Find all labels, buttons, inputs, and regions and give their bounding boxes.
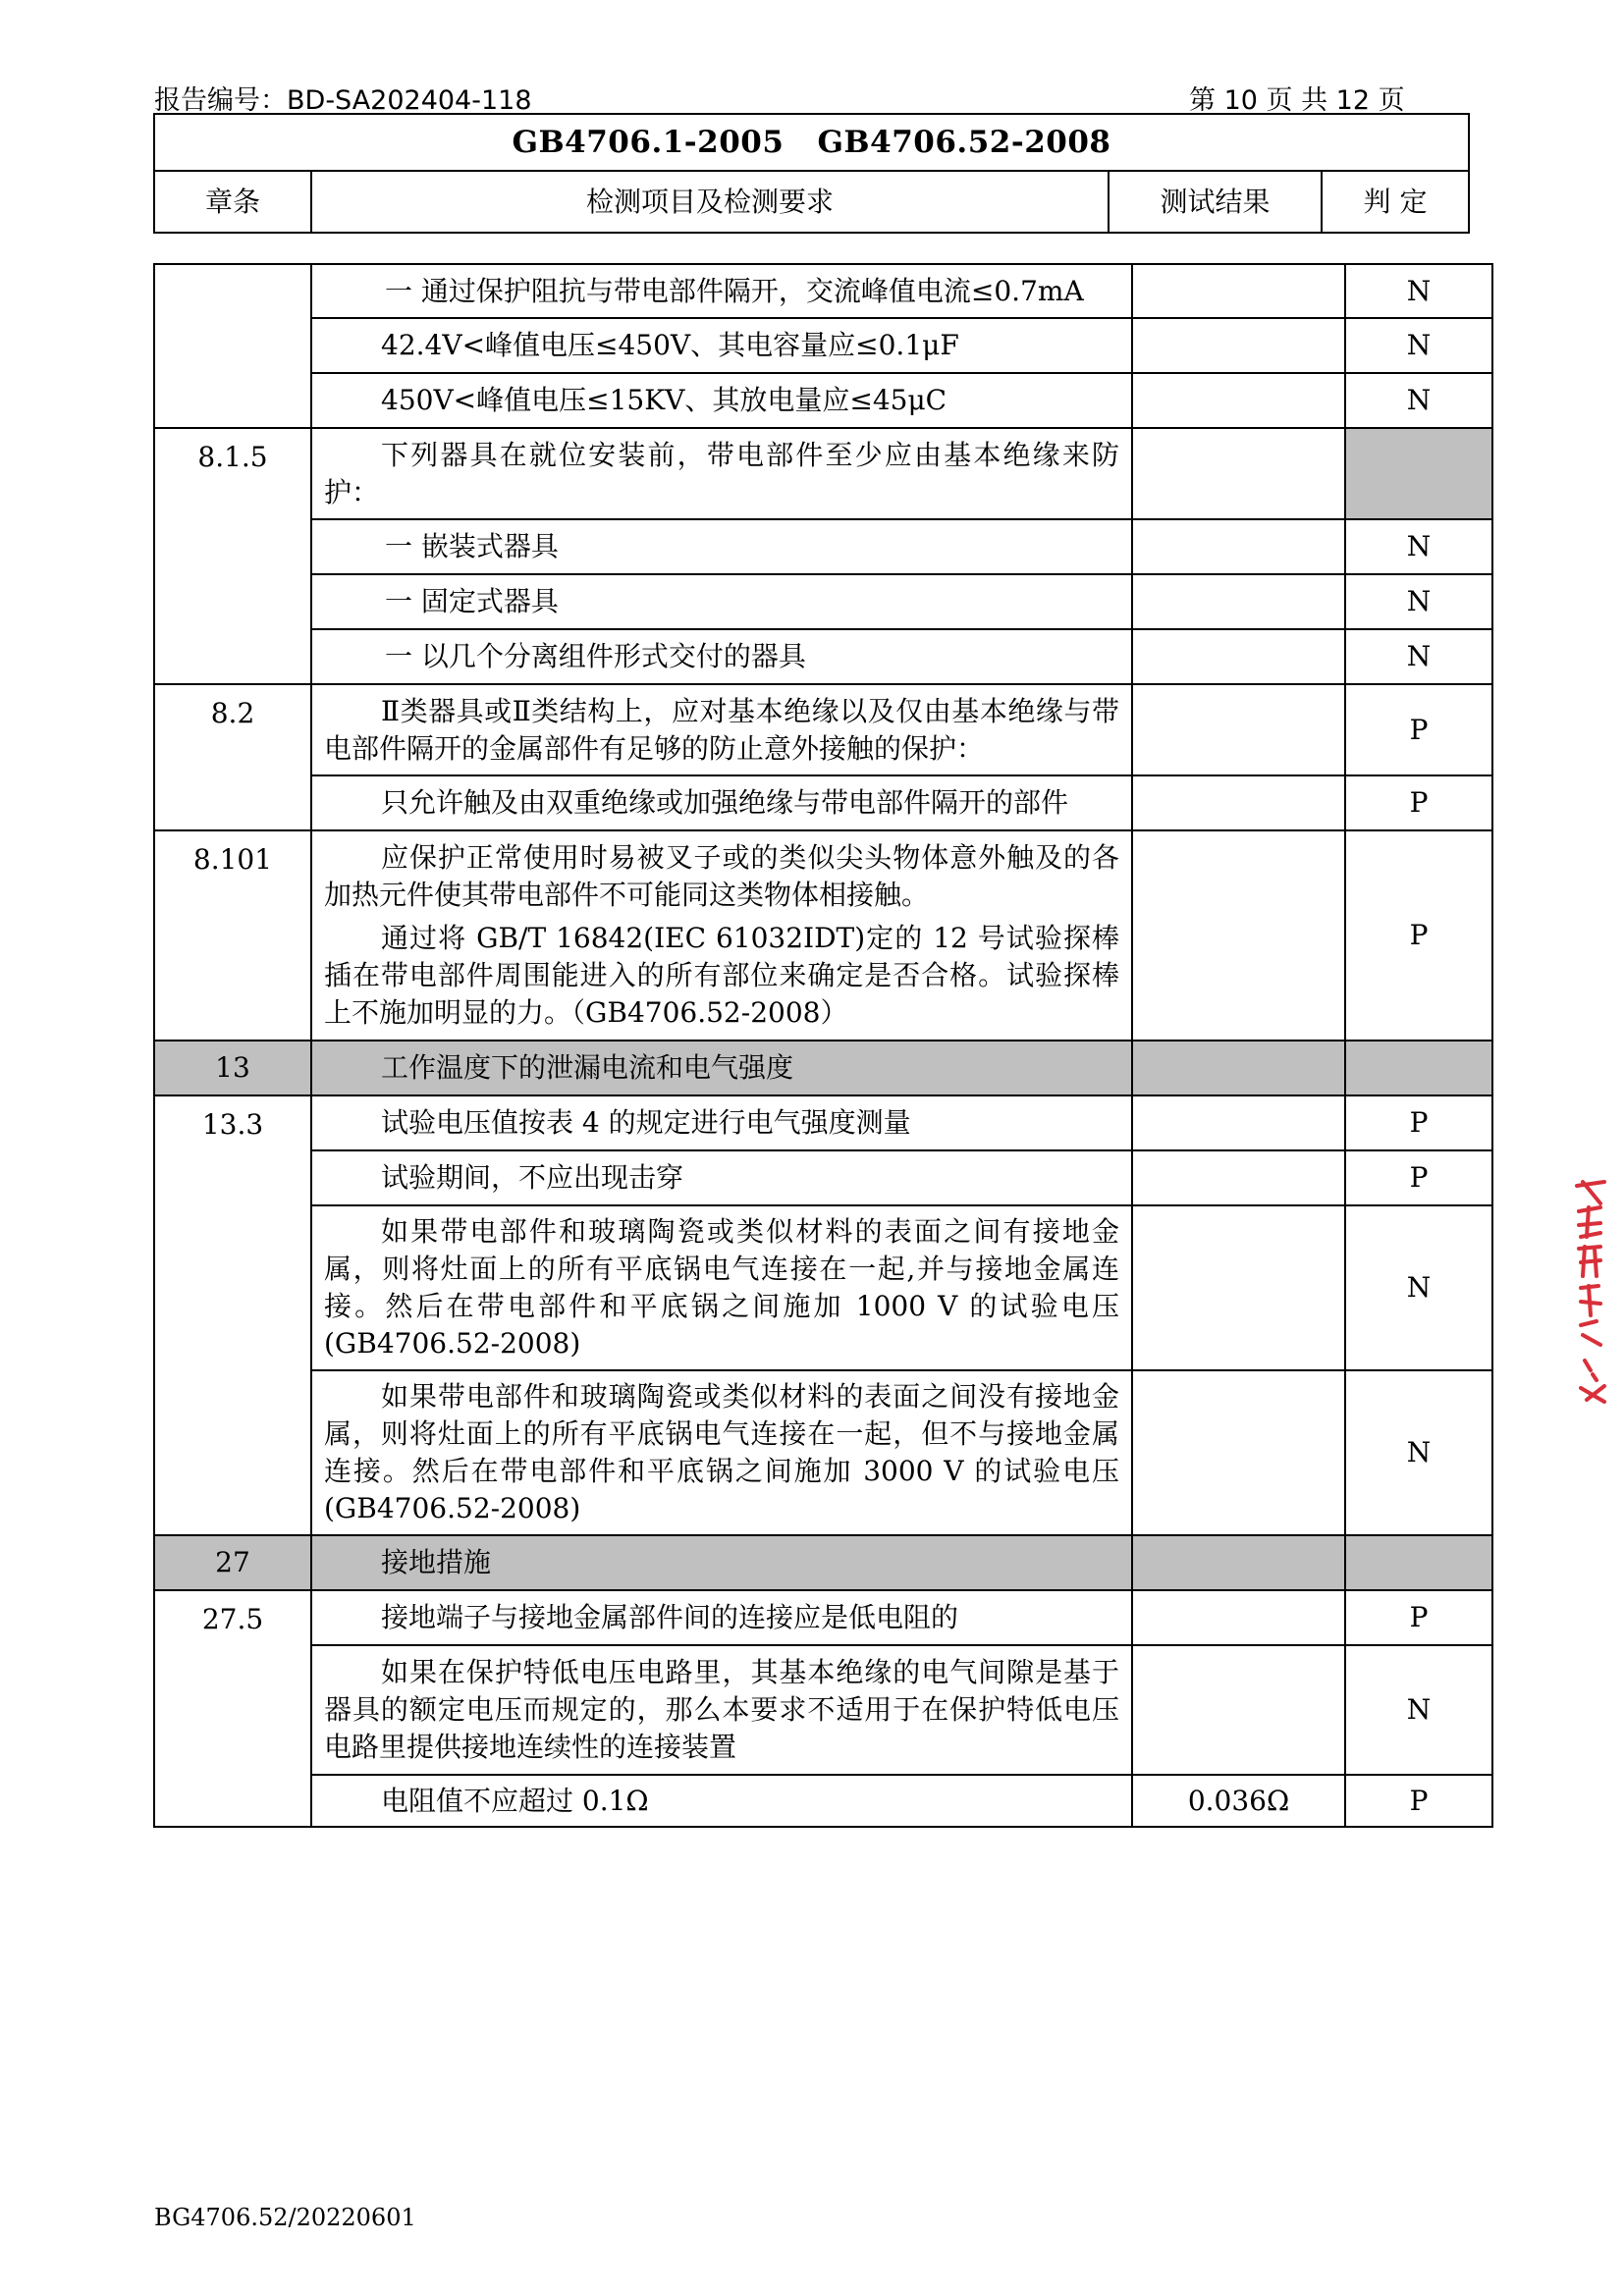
item-text: 450V<峰值电压≤15KV、其放电量应≤45μC [311, 373, 1132, 428]
verdict-cell: P [1345, 830, 1492, 1041]
table-row [154, 519, 1492, 574]
report-number: 报告编号：BD-SA202404-118 [154, 85, 532, 116]
verdict-cell: P [1345, 1775, 1492, 1827]
page-info: 第 10 页 共 12 页 [1189, 85, 1405, 116]
footer-code: BG4706.52/20220601 [154, 2204, 416, 2231]
result-cell [1132, 1205, 1345, 1370]
item-text: 试验期间，不应出现击穿 [311, 1150, 1132, 1205]
item-text: 一 通过保护阻抗与带电部件隔开，交流峰值电流≤0.7mA [311, 264, 1132, 318]
section-title: 工作温度下的泄漏电流和电气强度 [311, 1041, 1132, 1095]
clause-cell: 13.3 [154, 1095, 311, 1535]
result-cell [1132, 1041, 1345, 1095]
item-text: 一 以几个分离组件形式交付的器具 [311, 629, 1132, 684]
result-cell [1132, 519, 1345, 574]
section-title: 接地措施 [311, 1535, 1132, 1590]
table-row [154, 1590, 1492, 1645]
table-row [154, 373, 1492, 428]
clause-cell: 8.1.5 [154, 428, 311, 684]
item-text: 42.4V<峰值电压≤450V、其电容量应≤0.1μF [311, 318, 1132, 373]
item-text: 只允许触及由双重绝缘或加强绝缘与带电部件隔开的部件 [311, 775, 1132, 830]
item-text: 试验电压值按表 4 的规定进行电气强度测量 [311, 1095, 1132, 1150]
inspection-table [153, 263, 1493, 1828]
clause-cell: 27.5 [154, 1590, 311, 1827]
result-cell: 0.036Ω [1132, 1775, 1345, 1827]
item-text: 如果在保护特低电压电路里，其基本绝缘的电气间隙是基于器具的额定电压而规定的，那么本要求不适用于在保护特低电压电路里提供接地连续性的连接装置 [311, 1645, 1132, 1775]
result-cell [1132, 1535, 1345, 1590]
col-header-verdict: 判 定 [1322, 171, 1469, 233]
verdict-cell [1345, 1041, 1492, 1095]
section-row [154, 1535, 1492, 1590]
table-row [154, 1645, 1492, 1775]
item-text: 一 嵌装式器具 [311, 519, 1132, 574]
item-text: 一 固定式器具 [311, 574, 1132, 629]
verdict-cell: N [1345, 264, 1492, 318]
item-text: 如果带电部件和玻璃陶瓷或类似材料的表面之间有接地金属，则将灶面上的所有平底锅电气连接在一起,并与接地金属连接。然后在带电部件和平底锅之间施加 1000 V 的试验电压(GB4706.52-2008) [311, 1205, 1132, 1370]
table-row [154, 830, 1492, 1041]
clause-cell [154, 264, 311, 428]
section-row [154, 1041, 1492, 1095]
item-text: 如果带电部件和玻璃陶瓷或类似材料的表面之间没有接地金属，则将灶面上的所有平底锅电气连接在一起，但不与接地金属连接。然后在带电部件和平底锅之间施加 3000 V 的试验电压(GB4706.52-2008) [311, 1370, 1132, 1535]
item-text: 应保护正常使用时易被叉子或的类似尖头物体意外触及的各加热元件使其带电部件不可能同这类物体相接触。 通过将 GB/T 16842(IEC 61032IDT)定的 12 号试验探棒插在带电部件周围能进入的所有部位来确定是否合格。试验探棒上不施加明显的力。（GB4706.52-2008） [311, 830, 1132, 1041]
verdict-cell: N [1345, 1645, 1492, 1775]
seam-stamp [1571, 1178, 1610, 1404]
table-row [154, 264, 1492, 318]
result-cell [1132, 1370, 1345, 1535]
verdict-cell: P [1345, 1590, 1492, 1645]
verdict-cell: P [1345, 1095, 1492, 1150]
standards-title [154, 114, 1469, 171]
col-header-item: 检测项目及检测要求 [311, 171, 1109, 233]
table-row [154, 1095, 1492, 1150]
table-row [154, 1150, 1492, 1205]
table-row [154, 684, 1492, 775]
result-cell [1132, 775, 1345, 830]
result-cell [1132, 428, 1345, 519]
result-cell [1132, 629, 1345, 684]
verdict-cell: N [1345, 519, 1492, 574]
result-cell [1132, 318, 1345, 373]
clause-cell: 27 [154, 1535, 311, 1590]
result-cell [1132, 684, 1345, 775]
verdict-cell: P [1345, 684, 1492, 775]
result-cell [1132, 830, 1345, 1041]
result-cell [1132, 1590, 1345, 1645]
item-text: Ⅱ类器具或Ⅱ类结构上，应对基本绝缘以及仅由基本绝缘与带电部件隔开的金属部件有足够的防止意外接触的保护： [311, 684, 1132, 775]
table-row [154, 629, 1492, 684]
verdict-cell: P [1345, 775, 1492, 830]
verdict-cell: N [1345, 373, 1492, 428]
verdict-cell: P [1345, 1150, 1492, 1205]
table-row [154, 1205, 1492, 1370]
item-text: 电阻值不应超过 0.1Ω [311, 1775, 1132, 1827]
verdict-cell [1345, 1535, 1492, 1590]
result-cell [1132, 1095, 1345, 1150]
table-row [154, 428, 1492, 519]
result-cell [1132, 373, 1345, 428]
table-row [154, 1775, 1492, 1827]
item-text: 接地端子与接地金属部件间的连接应是低电阻的 [311, 1590, 1132, 1645]
table-row [154, 775, 1492, 830]
verdict-cell: N [1345, 574, 1492, 629]
table-row [154, 318, 1492, 373]
clause-cell: 8.101 [154, 830, 311, 1041]
col-header-clause: 章条 [154, 171, 311, 233]
result-cell [1132, 574, 1345, 629]
result-cell [1132, 264, 1345, 318]
table-row [154, 1370, 1492, 1535]
item-text: 下列器具在就位安装前，带电部件至少应由基本绝缘来防护： [311, 428, 1132, 519]
verdict-cell: N [1345, 629, 1492, 684]
result-cell [1132, 1645, 1345, 1775]
verdict-cell [1345, 428, 1492, 519]
verdict-cell: N [1345, 1205, 1492, 1370]
standard-2: GB4706.52-2008 [817, 125, 1111, 160]
verdict-cell: N [1345, 318, 1492, 373]
table-row [154, 574, 1492, 629]
clause-cell: 8.2 [154, 684, 311, 830]
header-table [153, 113, 1470, 234]
col-header-result: 测试结果 [1109, 171, 1322, 233]
verdict-cell: N [1345, 1370, 1492, 1535]
clause-cell: 13 [154, 1041, 311, 1095]
result-cell [1132, 1150, 1345, 1205]
standard-1: GB4706.1-2005 [512, 125, 785, 160]
